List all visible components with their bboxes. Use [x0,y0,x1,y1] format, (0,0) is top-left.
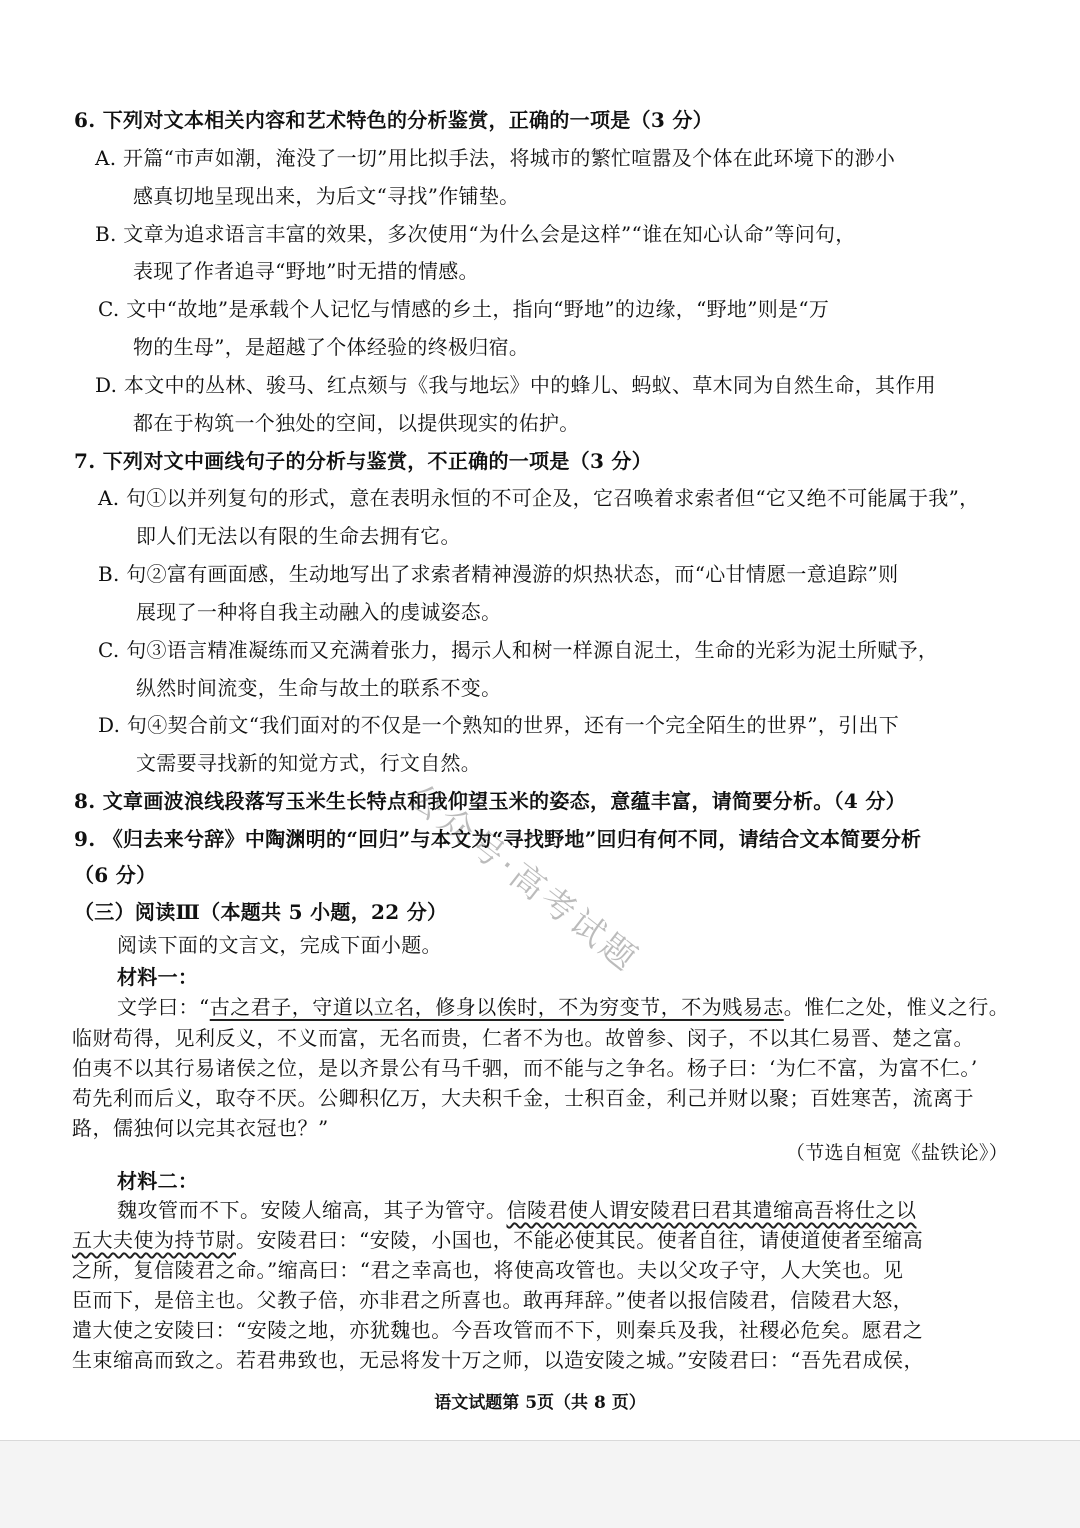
question-6-option-c: C. 文中“故地”是承载个人记忆与情感的乡土，指向“野地”的边缘，“野地”则是“万 [98,297,830,321]
underlined-sentence: 古之君子，守道以立名，修身以俟时，不为穷变节，不为贱易志 [209,995,784,1019]
question-6-option-b: B. 文章为追求语言丰富的效果，多次使用“为什么会是这样”“谁在知心认命”等问句， [95,222,856,246]
question-7-option-b-cont: 展现了一种将自我主动融入的虔诚姿态。 [136,600,502,624]
question-7-option-b: B. 句②富有画面感，生动地写出了求索者精神漫游的炽热状态，而“心甘情愿一意追踪”则 [98,562,899,586]
material-2-text: 魏攻管而不下。安陵人缩高，其子为管守。 [117,1198,507,1222]
material-2-line-5: 遣大使之安陵曰：“安陵之地，亦犹魏也。今吾攻管而不下，则秦兵及我，社稷必危矣。愿君之 [72,1318,924,1342]
question-6-stem: 6. 下列对文本相关内容和艺术特色的分析鉴赏，正确的一项是（3 分） [74,108,713,132]
question-6-option-c-cont: 物的生母”，是超越了个体经验的终极归宿。 [133,335,530,359]
question-9: 9. 《归去来兮辞》中陶渊明的“回归”与本文为“寻找野地”回归有何不同，请结合文本简要分析 [74,827,922,851]
question-6-option-b-cont: 表现了作者追寻“野地”时无措的情感。 [133,259,479,283]
material-1-line-1 [117,994,1009,1020]
material-2-line-4: 臣而下，是倍主也。父教子倍，亦非君之所喜也。敢再拜辞。”使者以报信陵君，信陵君大怒， [72,1288,914,1312]
material-2-line-2 [72,1227,923,1253]
material-2-line-1 [117,1197,917,1223]
question-9-cont: （6 分） [74,863,157,887]
material-1-text: 文学曰：“ [117,995,210,1019]
question-7-stem: 7. 下列对文中画线句子的分析与鉴赏，不正确的一项是（3 分） [74,449,653,473]
question-7-option-c: C. 句③语言精准凝练而又充满着张力，揭示人和树一样源自泥土，生命的光彩为泥土所赋予， [98,638,939,662]
wavy-underlined-sentence-cont: 五大夫使为持节尉 [72,1228,236,1252]
material-1-line-3: 伯夷不以其行易诸侯之位，是以齐景公有马千驷，而不能与之争名。杨子曰：‘为仁不富，为富不仁。’ [72,1056,978,1080]
material-1-source: （节选自桓宽《盐铁论》） [785,1142,1008,1164]
question-7-option-a-cont: 即人们无法以有限的生命去拥有它。 [136,524,461,548]
question-7-option-a: A. 句①以并列复句的形式，意在表明永恒的不可企及，它召唤着求索者但“它又绝不可能属于我”， [98,486,980,510]
bottom-bar [0,1440,1080,1528]
question-6-option-d: D. 本文中的丛林、骏马、红点颏与《我与地坛》中的蜂儿、蚂蚁、草木同为自然生命，其作用 [95,373,936,397]
watermark: 公众号·高考试题 [400,776,647,981]
question-6-option-a: A. 开篇“市声如潮，淹没了一切”用比拟手法，将城市的繁忙喧嚣及个体在此环境下的渺小 [95,146,896,170]
question-7-option-d: D. 句④契合前文“我们面对的不仅是一个熟知的世界，还有一个完全陌生的世界”，引出下 [98,713,900,737]
material-2-line-3: 之所，复信陵君之命。”缩高曰：“君之幸高也，将使高攻管也。夫以父攻子守，人大笑也。见 [72,1258,904,1282]
material-2-text: 。安陵君曰：“安陵，小国也，不能必使其民。使者自往，请使道使者至缩高 [236,1228,924,1252]
material-2-label: 材料二： [117,1169,199,1193]
material-1-line-5: 路，儒独何以完其衣冠也？” [72,1116,329,1140]
section-heading: （三）阅读Ⅲ（本题共 5 小题，22 分） [74,900,448,924]
material-1-label: 材料一： [117,965,199,989]
question-6-option-d-cont: 都在于构筑一个独处的空间，以提供现实的佑护。 [133,411,580,435]
question-7-option-d-cont: 文需要寻找新的知觉方式，行文自然。 [136,751,482,775]
material-1-text: 。惟仁之处，惟义之行。 [783,995,1010,1019]
material-1-line-4: 苟先利而后义，取夺不厌。公卿积亿万，大夫积千金，士积百金，利己并财以聚；百姓寒苦，流离于 [72,1086,974,1110]
question-8: 8. 文章画波浪线段落写玉米生长特点和我仰望玉米的姿态，意蕴丰富，请简要分析。（4 分） [74,789,906,813]
section-instruction: 阅读下面的文言文，完成下面小题。 [117,933,442,957]
page-footer: 语文试题第 5页（共 8 页） [434,1393,646,1413]
material-2-line-6: 生束缩高而致之。若君弗致也，无忌将发十万之师，以造安陵之城。”安陵君曰：“吾先君成侯， [72,1348,924,1372]
question-6-option-a-cont: 感真切地呈现出来，为后文“寻找”作铺垫。 [133,184,520,208]
material-1-line-2: 临财苟得，见利反义，不义而富，无名而贵，仁者不为也。故曾参、闵子，不以其仁易晋、楚之富。 [72,1026,974,1050]
wavy-underlined-sentence: 信陵君使人谓安陵君曰君其遣缩高吾将仕之以 [506,1198,917,1222]
question-7-option-c-cont: 纵然时间流变，生命与故土的联系不变。 [136,676,502,700]
